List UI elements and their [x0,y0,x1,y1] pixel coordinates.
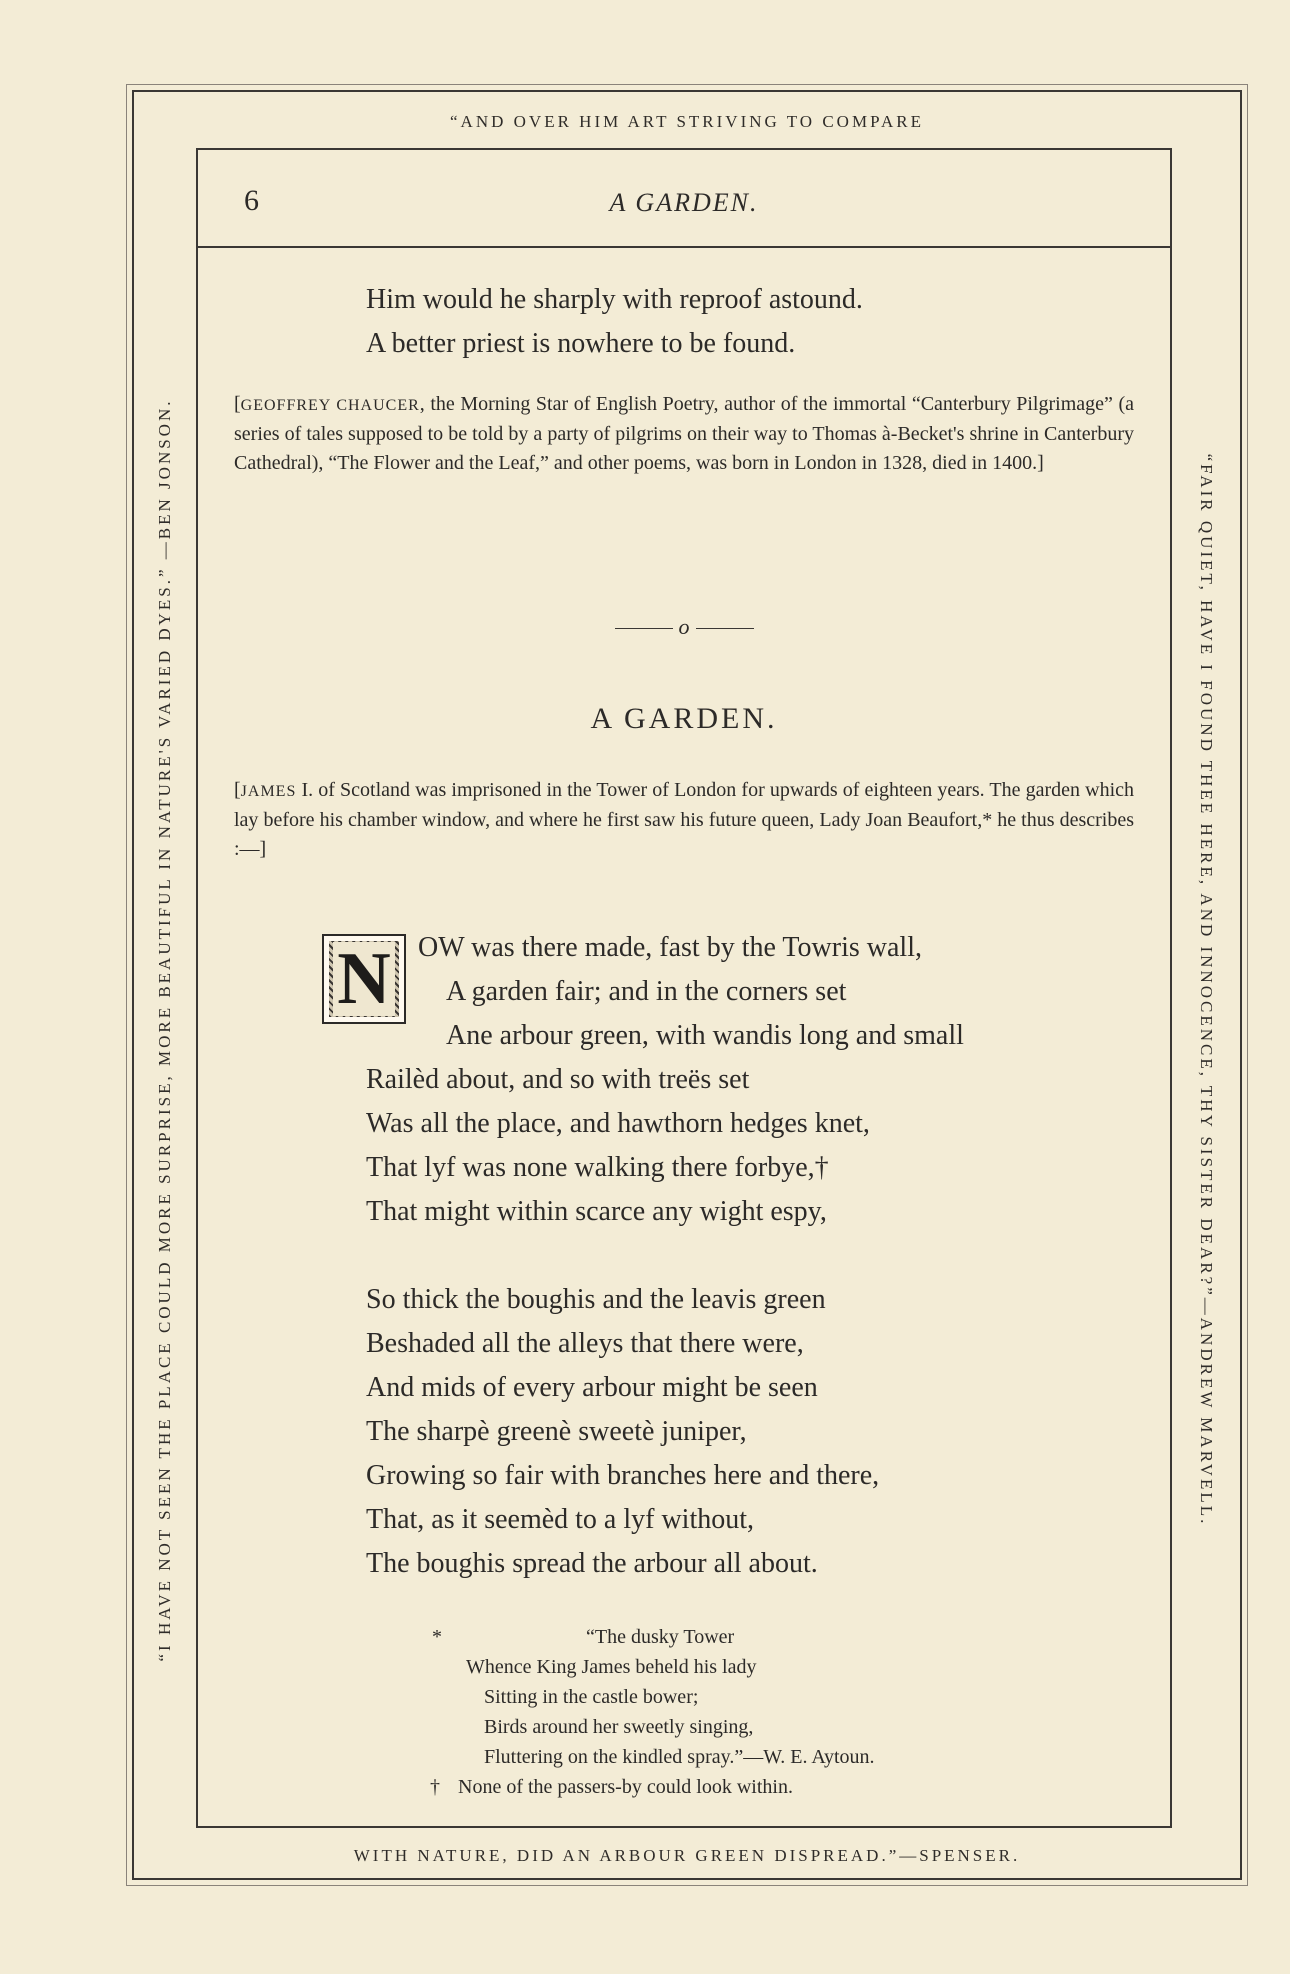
drop-cap-letter: N [333,942,394,1016]
footnote-star [466,1622,875,1772]
bracket: [ [234,779,241,801]
james-note-text: I. of Scotland was imprisoned in the Tower of London for upwards of eighteen years. The garden which lay before his chamber window, and where he first saw his future queen, Lady Joan Beaufort,* he thus describes :—] [234,779,1134,860]
verse-line: The boughis spread the arbour all about. [366,1548,818,1579]
border-quote-right: “FAIR QUIET, HAVE I FOUND THEE HERE, AND INNOCENCE, THY SISTER DEAR?”—ANDREW MARVELL. [1197,453,1216,1527]
verse-line: Him would he sharply with reproof astound. [366,284,863,315]
footnote-star-mark: * [432,1626,442,1648]
border-quote-left: “I HAVE NOT SEEN THE PLACE COULD MORE SURPRISE, MORE BEAUTIFUL IN NATURE'S VARIED DYES.” —BEN JONSON. [155,398,174,1662]
border-quote-top: “AND OVER HIM ART STRIVING TO COMPARE [450,112,924,131]
footnote-dagger-mark: † [430,1776,440,1798]
chaucer-note-text: , the Morning Star of English Poetry, author of the immortal “Canterbury Pilgrimage” (a series of tales supposed to be told by a party of pilgrims on their way to Thomas à-Becket's shrine in Canterbury Cathedral), “The Flower and the Leaf,” and other poems, was born in London in 1328, died in 1400.] [234,393,1134,474]
verse-line: OW was there made, fast by the Towris wall, [418,932,922,963]
james-note [234,776,1134,864]
verse-line: A garden fair; and in the corners set [446,976,847,1007]
header-rule [196,246,1172,248]
footnote-line: Sitting in the castle bower; [484,1686,699,1708]
footnote-line: “The dusky Tower [586,1626,735,1648]
footnote-line: Fluttering on the kindled spray.”—W. E. Aytoun. [484,1746,875,1768]
section-title: A GARDEN. [590,702,778,735]
verse-line: The sharpè greenè sweetè juniper, [366,1416,747,1447]
verse-line: Beshaded all the alleys that there were, [366,1328,804,1359]
chaucer-name: GEOFFREY CHAUCER [240,397,420,414]
verse-line: Growing so fair with branches here and there, [366,1460,880,1491]
poem-stanza-2 [366,1278,879,1586]
section-ornament: o [196,614,1172,640]
verse-line: Ane arbour green, with wandis long and small [446,1020,964,1051]
footnote-line: Birds around her sweetly singing, [484,1716,754,1738]
page-number: 6 [244,184,259,217]
chaucer-note [234,390,1134,478]
verse-line: That, as it seemèd to a lyf without, [366,1504,755,1535]
poem-stanza-1-head [366,926,964,1234]
border-quote-bottom: WITH NATURE, DID AN ARBOUR GREEN DISPREAD.”—SPENSER. [353,1846,1021,1865]
verse-line: A better priest is nowhere to be found. [366,328,796,359]
verse-line: That lyf was none walking there forbye,† [366,1152,829,1183]
verse-line: That might within scarce any wight espy, [366,1196,827,1227]
footnote-dagger: None of the passers-by could look within. [458,1776,793,1798]
verse-line: And mids of every arbour might be seen [366,1372,818,1403]
running-title: A GARDEN. [609,188,759,217]
james-name: JAMES [240,783,297,800]
opening-verse [366,278,863,366]
bracket: [ [234,393,241,415]
footnote-line: Whence King James beheld his lady [466,1656,757,1678]
verse-line: So thick the boughis and the leavis green [366,1284,826,1315]
verse-line: Was all the place, and hawthorn hedges knet, [366,1108,870,1139]
verse-line: Railèd about, and so with treës set [366,1064,750,1095]
